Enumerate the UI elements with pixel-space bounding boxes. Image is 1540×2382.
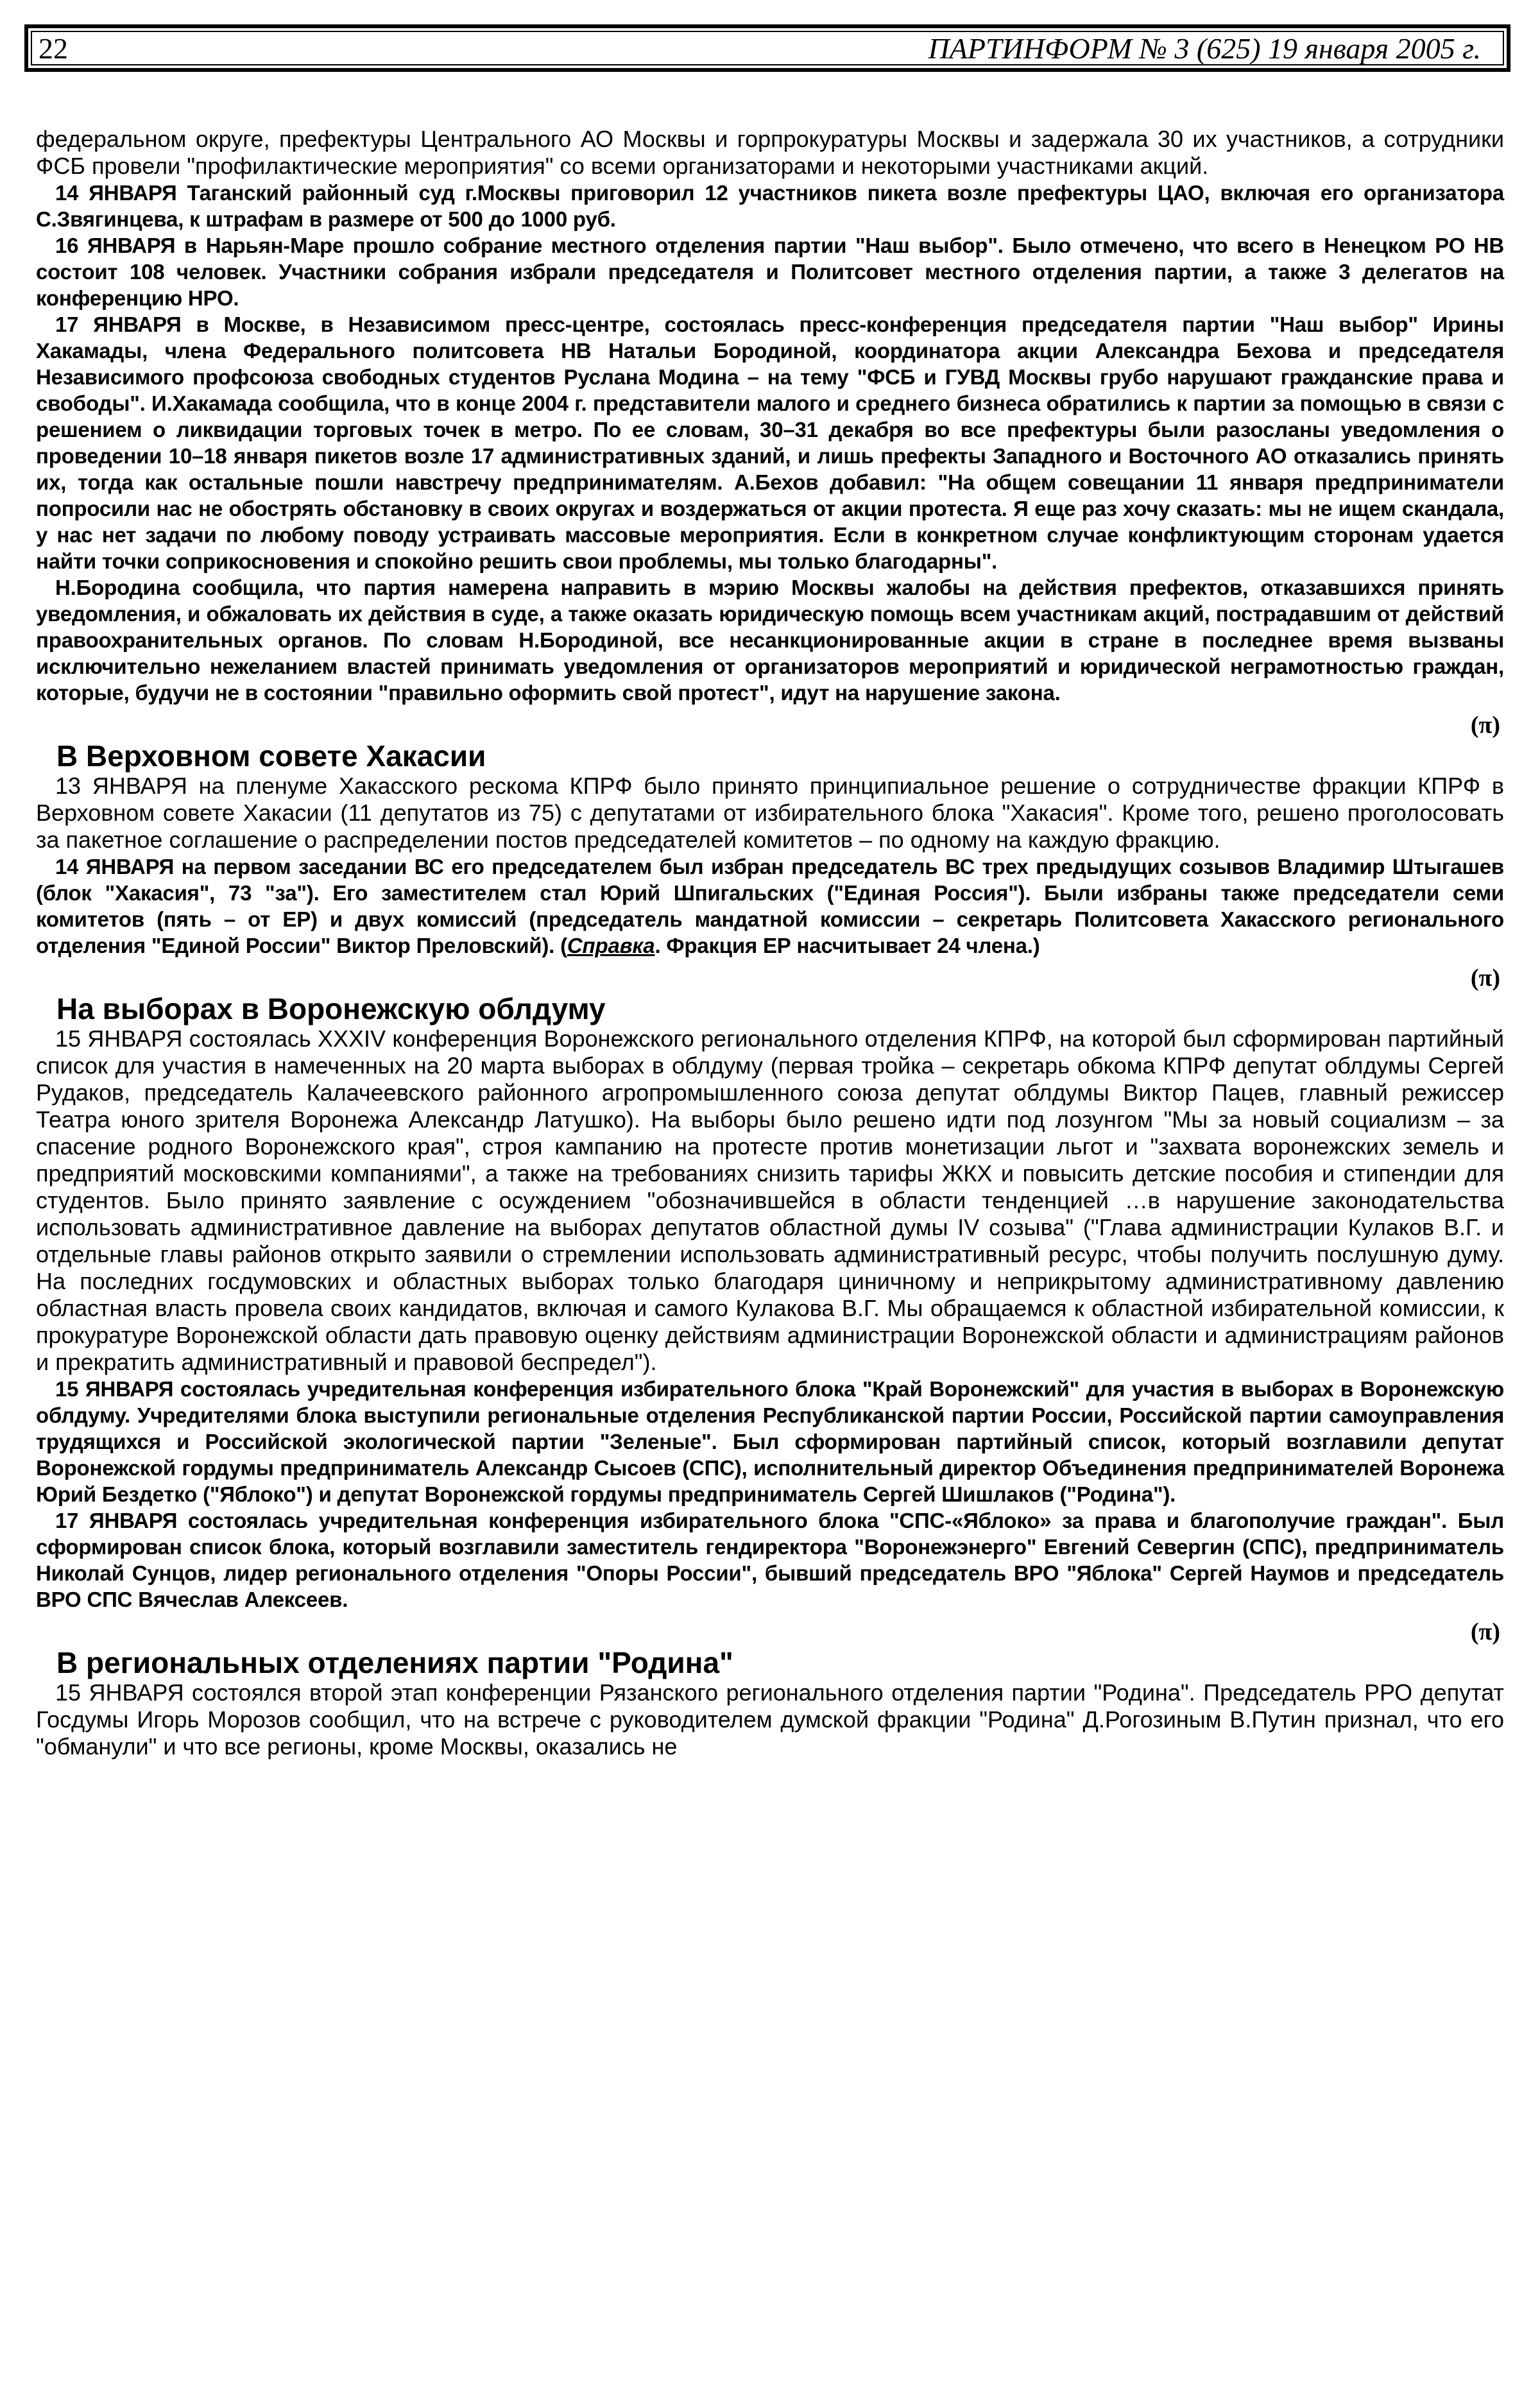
- khakasia-heading: В Верховном совете Хакасии: [56, 739, 486, 773]
- reference-note-label: Справка: [567, 934, 655, 957]
- page-number: 22: [38, 32, 68, 65]
- voronezh-paragraph-krai: 15 ЯНВАРЯ состоялась учредительная конференция избирательного блока "Край Воронежский" для участия в выборах в Воронежскую облдуму. Учредителями блока выступили региональные отделения Республиканской партии России, Российской партии самоуправления трудящихся и Российской экологической партии "Зеленые". Был сформирован партийный список, который возглавили депутат Воронежской гордумы предприниматель Александр Сысоев (СПС), исполнительный директор Объединения предпринимателей Воронежа Юрий Бездетко ("Яблоко") и депутат Воронежской гордумы предприниматель Сергей Шишлаков ("Родина").: [36, 1377, 1504, 1506]
- rodina-paragraph-ryazan: 15 ЯНВАРЯ состоялся второй этап конференции Рязанского регионального отделения партии "Родина". Председатель РРО депутат Госдумы Игорь Морозов сообщил, что на встрече с руководителем думской фракции "Родина" Д.Рогозиным В.Путин признал, что его "обманули" и что все регионы, кроме Москвы, оказались не: [36, 1679, 1504, 1760]
- intro-paragraph-jan17: 17 ЯНВАРЯ в Москве, в Независимом пресс-центре, состоялась пресс-конференция председателя партии "Наш выбор" Ирины Хакамады, члена Федерального политсовета НВ Натальи Бородиной, координатора акции Александра Бехова и председателя Независимого профсоюза свободных студентов Руслана Модина – на тему "ФСБ и ГУВД Москвы грубо нарушают гражданские права и свободы". И.Хакамада сообщила, что в конце 2004 г. представители малого и среднего бизнеса обратились к партии за помощью в связи с решением о ликвидации торговых точек в метро. По ее словам, 30–31 декабря во все префектуры были разосланы уведомления о проведении 10–18 января пикетов возле 17 административных зданий, и лишь префекты Западного и Восточного АО отказались принять их, тогда как остальные пошли навстречу предпринимателям. А.Бехов добавил: "На общем совещании 11 января предприниматели попросили нас не обострять обстановку в своих округах и воздержаться от акции протеста. Я еще раз хочу сказать: мы не ищем скандала, у нас нет задачи по любому поводу устраивать массовые мероприятия. Если в конкретном случае конфликтующим сторонам удается найти точки соприкосновения и спокойно решить свои проблемы, мы только благодарны".: [36, 313, 1504, 573]
- khakasia-paragraph-jan14: [36, 853, 1504, 959]
- khakasia-paragraph-jan13: 13 ЯНВАРЯ на пленуме Хакасского рескома КПРФ было принято принципиальное решение о сотрудничестве фракции КПРФ в Верховном совете Хакасии (11 депутатов из 75) с депутатами от избирательного блока "Хакасия". Кроме того, решено проголосовать за пакетное соглашение о распределении постов председателей комитетов – по одному на каждую фракцию.: [36, 773, 1504, 853]
- khakasia-jan14-tail: . Фракция ЕР насчитывает 24 члена.): [654, 934, 1040, 957]
- voronezh-paragraph-kprf: 15 ЯНВАРЯ состоялась XXXIV конференция Воронежского регионального отделения КПРФ, на которой был сформирован партийный список для участия в намеченных на 20 марта выборах в облдуму (первая тройка – секретарь обкома КПРФ депутат облдумы Сергей Рудаков, председатель Калачеевского районного агропромышленного союза депутат облдумы Виктор Пацев, главный режиссер Театра юного зрителя Воронежа Александр Латушко). На выборы было решено идти под лозунгом "Мы за новый социализм – за спасение родного Воронежского края", строя кампанию на протесте против монетизации льгот и "захвата воронежских земель и предприятий московскими компаниями", а также на требованиях снизить тарифы ЖКХ и повысить детские пособия и стипендии для студентов. Было принято заявление с осуждением "обозначившейся в области тенденцией …в нарушение законодательства использовать административное давление на выборах депутатов областной думы IV созыва" ("Глава администрации Кулаков В.Г. и отдельные главы районов открыто заявили о стремлении использовать административный ресурс, чтобы получить послушную думу. На последних госдумовских и областных выборах только благодаря циничному и неприкрытому административному давлению областная власть провела своих кандидатов, включая и самого Кулакова В.Г. Мы обращаемся к областной избирательной комиссии, к прокуратуре Воронежской области дать правовую оценку действиям администрации Воронежской области и администрациям районов и прекратить административный и правовой беспредел").: [36, 1025, 1504, 1375]
- intro-signature: (π): [1470, 712, 1500, 739]
- page-header: [24, 24, 1510, 72]
- intro-paragraph: федеральном округе, префектуры Центрального АО Москвы и горпрокуратуры Москвы и задержала 30 их участников, а сотрудники ФСБ провели "профилактические мероприятия" со всеми организаторами и некоторыми участниками акций.: [36, 126, 1504, 179]
- intro-paragraph-jan16: 16 ЯНВАРЯ в Нарьян-Маре прошло собрание местного отделения партии "Наш выбор". Было отмечено, что всего в Ненецком РО НВ состоит 108 человек. Участники собрания избрали председателя и Политсовет местного отделения партии, а также 3 делегатов на конференцию НРО.: [36, 234, 1504, 310]
- khakasia-jan14-text: 14 ЯНВАРЯ на первом заседании ВС его председателем был избран председатель ВС трех предыдущих созывов Владимир Штыгашев (блок "Хакасия", 73 "за"). Его заместителем стал Юрий Шпигальских ("Единая Россия"). Были избраны также председатели семи комитетов (пять – от ЕР) и двух комиссий (председатель мандатной комиссии – секретарь Политсовета Хакасского регионального отделения "Единой России" Виктор Преловский). (: [36, 855, 1504, 957]
- publication-line: ПАРТИНФОРМ № 3 (625) 19 января 2005 г.: [928, 32, 1481, 65]
- khakasia-signature: (π): [1470, 964, 1500, 991]
- article-column: [36, 126, 1504, 1760]
- intro-paragraph-borodina: Н.Бородина сообщила, что партия намерена направить в мэрию Москвы жалобы на действия префектов, отказавшихся принять уведомления, и обжаловать их действия в суде, а также оказать юридическую помощь всем участникам акций, пострадавшим от действий правоохранительных органов. По словам Н.Бородиной, все несанкционированные акции в стране в последнее время вызваны исключительно нежеланием властей принимать уведомления от организаторов мероприятий и юридической неграмотностью граждан, которые, будучи не в состоянии "правильно оформить свой протест", идут на нарушение закона.: [36, 576, 1504, 705]
- voronezh-heading: На выборах в Воронежскую облдуму: [56, 992, 606, 1025]
- voronezh-paragraph-sps-yabloko: 17 ЯНВАРЯ состоялась учредительная конференция избирательного блока "СПС-«Яблоко» за права и благополучие граждан". Был сформирован список блока, который возглавили заместитель гендиректора "Воронежэнерго" Евгений Севергин (СПС), предприниматель Николай Сунцов, лидер регионального отделения "Опоры России", бывший председатель ВРО "Яблока" Сергей Наумов и председатель ВРО СПС Вячеслав Алексеев.: [36, 1509, 1504, 1611]
- voronezh-signature: (π): [1470, 1618, 1500, 1645]
- intro-paragraph-jan14: 14 ЯНВАРЯ Таганский районный суд г.Москвы приговорил 12 участников пикета возле префектуры ЦАО, включая его организатора С.Звягинцева, к штрафам в размере от 500 до 1000 руб.: [36, 181, 1504, 231]
- rodina-heading: В региональных отделениях партии "Родина": [56, 1646, 733, 1679]
